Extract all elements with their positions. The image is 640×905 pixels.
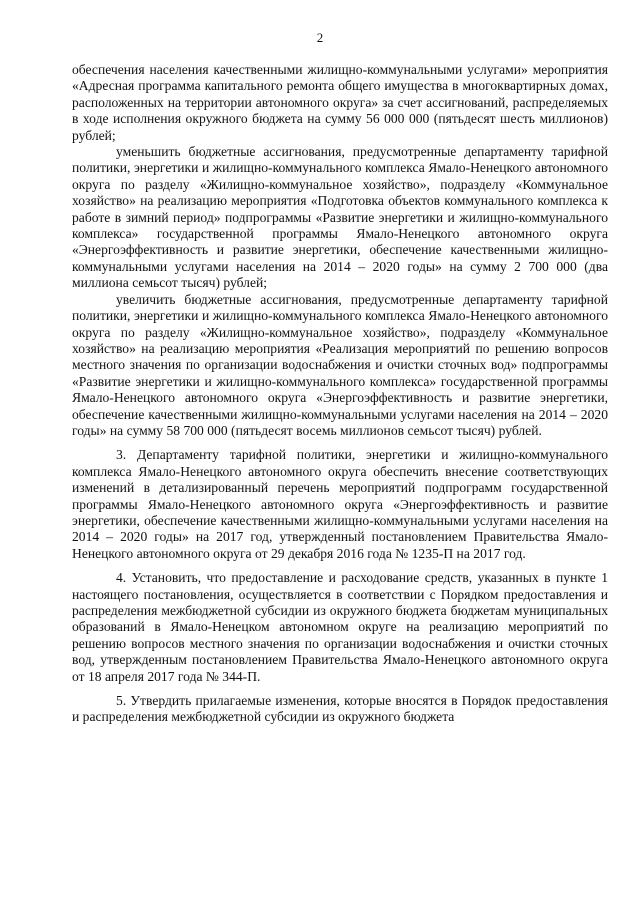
paragraph-item-4: 4. Установить, что предоставление и расходование средств, указанных в пункте 1 настоящего постановления, осуществляется в соответствии с Порядком предоставления и распределения межбюджетной субсидии из окружного бюджета бюджетам муниципальных образований в Ямало-Ненецком автономном округе на реализацию мероприятий по решению вопросов местного значения по организации водоснабжения и очистки сточных вод, утвержденным постановлением Правительства Ямало-Ненецкого автономного округа от 18 апреля 2017 года № 344-П. [72, 570, 608, 684]
paragraph-item-5: 5. Утвердить прилагаемые изменения, которые вносятся в Порядок предоставления и распределения межбюджетной субсидии из окружного бюджета [72, 693, 608, 725]
page-number: 2 [316, 30, 324, 45]
paragraph-increase-allocations: увеличить бюджетные ассигнования, предусмотренные департаменту тарифной политики, энергетики и жилищно-коммунального комплекса Ямало-Ненецкого автономного округа по разделу «Жилищно-коммунальное хозяйство», подразделу «Коммунальное хозяйство» на реализацию мероприятия «Реализация мероприятий по решению вопросов местного значения по организации водоснабжения и очистки сточных вод» подпрограммы «Развитие энергетики и жилищно-коммунального комплекса» государственной программы Ямало-Ненецкого автономного округа «Энергоэффективность и развитие энергетики, обеспечение качественными жилищно-коммунальными услугами населения на 2014 – 2020 годы» на сумму 58 700 000 (пятьдесят восемь миллионов семьсот тысяч) рублей. [72, 291, 608, 438]
paragraph-decrease-allocations: уменьшить бюджетные ассигнования, предусмотренные департаменту тарифной политики, энергетики и жилищно-коммунального комплекса Ямало-Ненецкого автономного округа по разделу «Жилищно-коммунальное хозяйство», подразделу «Коммунальное хозяйство» на реализацию мероприятия «Подготовка объектов коммунального комплекса к работе в зимний период» подпрограммы «Развитие энергетики и жилищно-коммунального комплекса» государственной программы Ямало-Ненецкого автономного округа «Энергоэффективность и развитие энергетики, обеспечение качественными жилищно-коммунальными услугами населения на 2014 – 2020 годы» на сумму 2 700 000 (два миллиона семьсот тысяч) рублей; [72, 144, 608, 291]
paragraph-item-3: 3. Департаменту тарифной политики, энергетики и жилищно-коммунального комплекса Ямало-Ненецкого автономного округа обеспечить внесение соответствующих изменений в детализированный перечень мероприятий подпрограмм государственной программы Ямало-Ненецкого автономного округа «Энергоэффективность и развитие энергетики, обеспечение качественными жилищно-коммунальными услугами населения на 2014 – 2020 годы» на 2017 год, утвержденный постановлением Правительства Ямало-Ненецкого автономного округа от 29 декабря 2016 года № 1235-П на 2017 год. [72, 447, 608, 561]
document-body [72, 62, 608, 726]
paragraph-continuation: обеспечения населения качественными жилищно-коммунальными услугами» мероприятия «Адресная программа капитального ремонта общего имущества в многоквартирных домах, расположенных на территории автономного округа» за счет ассигнований, распределяемых в ходе исполнения окружного бюджета на сумму 56 000 000 (пятьдесят шесть миллионов) рублей; [72, 62, 608, 143]
